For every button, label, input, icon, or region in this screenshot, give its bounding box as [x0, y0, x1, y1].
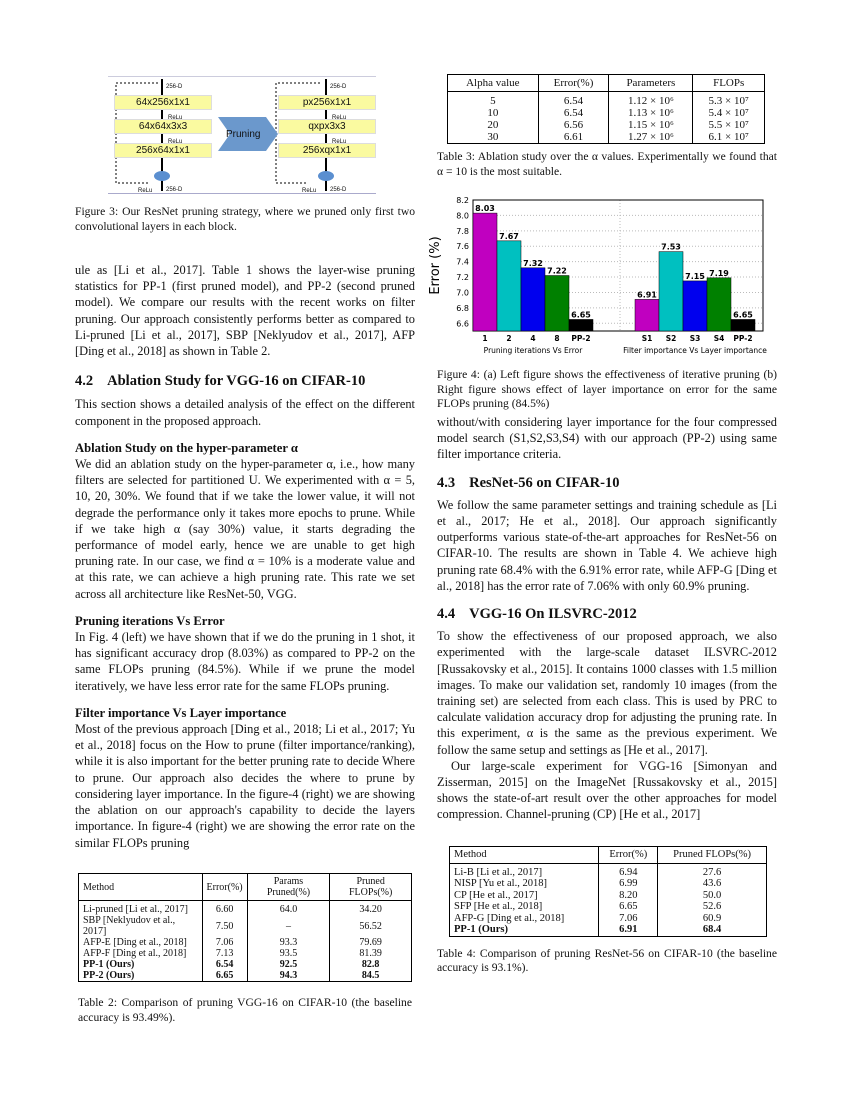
x-tick-label: S4	[713, 334, 725, 343]
table-cell: 5	[448, 92, 539, 108]
table-cell: Li-B [Li et al., 2017]	[450, 863, 599, 878]
column-header: Method	[450, 847, 599, 864]
table-cell: 6.65	[202, 970, 247, 982]
paragraph: Most of the previous approach [Ding et al., 2018; Li et al., 2017; Yu et al., 2018] focus on the How to prune (filter importance/ranking), while it is also important for the better pruning rate to decide Where to prune. Our approach also decides the where to prune by considering layer importance. In the figure-4 (right) we are showing the ablation on our approach's capability to decide the layers importance. In figure-4 (right) we are showing the error rate on the similar FLOPs pruning	[75, 722, 415, 850]
y-tick-label: 7.4	[456, 257, 469, 267]
dim-label: 256-D	[330, 84, 347, 90]
x-axis-label: Pruning iterations Vs Error	[483, 346, 583, 355]
table-cell: 30	[448, 131, 539, 144]
table-cell: 43.6	[702, 878, 722, 889]
bar	[659, 252, 683, 331]
table-cell: PP-1 (Ours)	[79, 959, 203, 970]
bar	[545, 276, 569, 331]
paragraph: ule as [Li et al., 2017]. Table 1 shows the layer-wise pruning statistics for PP-1 (first pruned model), and PP-2 (second pruned model). We compare our results with the recent works on filter pruning. Our approach consistently performs better as compared to Li-pruned [Li et al., 2017], SBP [Neklyudov et al., 2017], AFP [Ding et al., 2018] as shown in Table 2.	[75, 263, 415, 359]
bar-value-label: 8.03	[475, 204, 495, 214]
y-tick-label: 8.2	[456, 196, 469, 205]
table-cell: 34.20	[359, 904, 382, 915]
relu-label: ReLu	[168, 115, 183, 121]
bar	[731, 319, 755, 331]
table-cell: 68.4	[702, 924, 722, 935]
relu-label: ReLu	[302, 188, 317, 194]
dim-label: 256-D	[166, 187, 183, 193]
x-tick-label: 4	[530, 334, 536, 343]
table-cell: 5.5 × 10⁷	[708, 119, 749, 131]
x-tick-label: S1	[641, 334, 653, 343]
x-tick-label: 1	[482, 334, 488, 343]
table-cell: PP-1 (Ours)	[450, 924, 599, 936]
table-cell: 1.15 × 10⁶	[609, 119, 693, 131]
table-cell: Li-pruned [Li et al., 2017]	[79, 901, 203, 916]
figure-4-chart	[425, 190, 775, 360]
table-cell: 10	[448, 107, 539, 119]
bar-value-label: 7.15	[685, 271, 705, 281]
bar-value-label: 7.19	[709, 268, 729, 278]
table-cell: 6.54	[202, 959, 247, 970]
figure-3-caption: Figure 3: Our ResNet pruning strategy, where we pruned only first two convolutional layers in each block.	[75, 205, 415, 233]
column-header: Method	[79, 874, 203, 901]
subheading: Filter importance Vs Layer importance	[75, 705, 287, 720]
table-cell: 84.5	[361, 970, 380, 981]
table-cell: 1.13 × 10⁶	[609, 107, 693, 119]
table-4-caption: Table 4: Comparison of pruning ResNet-56 on CIFAR-10 (the baseline accuracy is 93.1%).	[437, 946, 777, 974]
table-cell: PP-2 (Ours)	[79, 970, 203, 982]
table-row	[79, 959, 412, 970]
table-cell: 79.69	[359, 937, 382, 948]
table-row	[79, 915, 412, 937]
subheading: Pruning iterations Vs Error	[75, 613, 225, 628]
table-cell: 6.60	[202, 901, 247, 916]
x-axis-label: Filter importance Vs Layer importance	[623, 346, 767, 355]
table-row	[450, 863, 767, 878]
column-header: Error(%)	[599, 847, 658, 864]
bar-value-label: 7.67	[499, 231, 519, 241]
paragraph: We follow the same parameter settings and training schedule as [Li et al., 2017; He et al., 2018]. Our approach significantly outperforms various state-of-the-art approaches for ResNet-56 on CIFAR-10. The results are shown in Table 4. We achieve high pruning rate 68.4% with the 6.91% error rate, while AFP-G [Ding et al., 2018] has the error rate of 7.06% with only 60.9% pruning.	[437, 497, 777, 593]
table-cell: 93.3	[247, 937, 330, 948]
pruning-label: Pruning	[226, 129, 261, 140]
y-tick-label: 7.0	[456, 288, 469, 298]
table-row	[450, 901, 767, 913]
paragraph: Our large-scale experiment for VGG-16 [Simonyan and Zisserman, 2015] on the ImageNet [Russakovsky et al., 2015] shows the state-of-art result over the other approaches for model compression. Channel-pruning (CP) [He et al., 2017]	[437, 758, 777, 822]
table-cell: 7.06	[599, 913, 658, 925]
bar	[569, 319, 593, 331]
table-cell: 5.4 × 10⁷	[708, 107, 749, 119]
section-heading: 4.3 ResNet-56 on CIFAR-10	[437, 474, 620, 491]
figure-4-caption: Figure 4: (a) Left figure shows the effectiveness of iterative pruning (b) Right figure shows effect of layer importance on error for the same FLOPs pruning (84.5%)	[437, 368, 777, 410]
relu-label: ReLu	[168, 139, 183, 145]
y-tick-label: 7.2	[456, 273, 469, 283]
table-cell: 81.39	[359, 948, 382, 959]
paragraph: To show the effectiveness of our proposed approach, we also experimented with the large-scale dataset ILSVRC-2012 [Russakovsky et al., 2015]. It contains 1000 classes with 1.5 million images. To make our validation set, randomly 10 images (from the training set) are selected from each class. This is used by PRC to calculate validation accuracy drop for adjusting the pruning rate. In this experiment, α is the same as the previous experiment. We follow the same setup and settings as [He et al., 2017].	[437, 629, 777, 757]
column-header: Pruned FLOPs(%)	[658, 847, 767, 864]
table-cell: 93.5	[247, 948, 330, 959]
x-tick-label: S2	[665, 334, 677, 343]
table-cell: 6.56	[538, 119, 609, 131]
column-header: Error(%)	[538, 75, 609, 92]
bar-value-label: 7.22	[547, 266, 567, 276]
table-cell: 64.0	[247, 901, 330, 916]
left-block-1: 64x256x1x1	[114, 95, 212, 110]
table-cell: 6.54	[538, 107, 609, 119]
subheading: Ablation Study on the hyper-parameter α	[75, 440, 298, 455]
section-heading: 4.2 Ablation Study for VGG-16 on CIFAR-10	[75, 373, 366, 390]
table-cell: 50.0	[702, 889, 722, 901]
table-cell: 6.54	[538, 92, 609, 108]
table-row	[448, 107, 765, 119]
paragraph: In Fig. 4 (left) we have shown that if we do the pruning in 1 shot, it has significant accuracy drop (8.03%) as compared to PP-2 on the same FLOPs pruning (84.5%). While if we prune the model iteratively, we have less error rate for the same FLOPs pruning.	[75, 630, 415, 693]
bar-value-label: 6.65	[733, 310, 753, 320]
table-row	[79, 970, 412, 982]
table-cell: AFP-E [Ding et al., 2018]	[79, 937, 203, 948]
table-header-row	[450, 847, 767, 864]
column-header: Error(%)	[202, 874, 247, 901]
dim-label: 256-D	[330, 187, 347, 193]
table-cell: 8.20	[599, 890, 658, 902]
table-cell: 7.06	[202, 937, 247, 948]
table-cell: 92.5	[247, 959, 330, 970]
column-header: Alpha value	[448, 75, 539, 92]
table-4	[437, 846, 777, 976]
y-tick-label: 6.8	[456, 303, 469, 313]
table-cell: 82.8	[361, 959, 380, 970]
table-header-row	[79, 874, 412, 901]
table-cell: SBP [Neklyudov et al., 2017]	[79, 915, 203, 937]
x-tick-label: S3	[689, 334, 701, 343]
x-tick-label: 8	[554, 334, 560, 343]
table-cell: 7.13	[202, 948, 247, 959]
column-header: Parameters	[609, 75, 693, 92]
right-block-1: px256x1x1	[278, 95, 376, 110]
bar-value-label: 7.32	[523, 258, 543, 268]
relu-label: ReLu	[138, 188, 153, 194]
right-block-2: qxpx3x3	[278, 119, 376, 134]
table-cell: 7.50	[202, 915, 247, 937]
table-2-caption: Table 2: Comparison of pruning VGG-16 on CIFAR-10 (the baseline accuracy is 93.49%).	[78, 996, 412, 1024]
paragraph: We did an ablation study on the hyper-parameter α, i.e., how many filters are selected for partitioned U. We experimented with α = 5, 10, 20, 30%. We found that if we take the lower value, it will not degrade the performance only it takes more epochs to prune. While if we take high α (say 30%) value, it starts degrading the performance of model early, hence we are unable to get high pruning rate. In our case, we find α = 10% is a moderate value and at this rate, we can achieve a high pruning rate. This rate we set across all architecture like ResNet-50, VGG.	[75, 457, 415, 601]
bar	[473, 213, 497, 331]
paragraph: This section shows a detailed analysis of the effect on the different component in the proposed approach.	[75, 397, 415, 428]
y-axis-label: Error (%)	[428, 236, 443, 295]
table-row	[450, 913, 767, 925]
dim-label: 256-D	[166, 84, 183, 90]
column-header: Params Pruned(%)	[247, 874, 330, 901]
bar	[683, 281, 707, 331]
section-heading: 4.4 VGG-16 On ILSVRC-2012	[437, 606, 637, 623]
bar-value-label: 6.91	[637, 290, 657, 300]
table-cell: 5.3 × 10⁷	[708, 95, 749, 107]
relu-label: ReLu	[332, 139, 347, 145]
figure-3-diagram	[108, 76, 376, 194]
y-tick-label: 7.8	[456, 226, 469, 236]
table-row	[450, 878, 767, 890]
table-cell: 6.65	[599, 901, 658, 913]
table-cell: 1.12 × 10⁶	[609, 92, 693, 108]
table-row	[79, 937, 412, 948]
table-cell: 6.1 × 10⁷	[708, 131, 749, 143]
table-row	[79, 948, 412, 959]
right-block-3: 256xqx1x1	[278, 143, 376, 158]
table-header-row	[448, 75, 765, 92]
right-column	[437, 414, 777, 823]
y-tick-label: 8.0	[456, 211, 469, 221]
bar	[635, 299, 659, 331]
table-3-caption: Table 3: Ablation study over the α values. Experimentally we found that α = 10 is the most suitable.	[437, 150, 777, 178]
table-cell: NISP [Yu et al., 2018]	[450, 878, 599, 890]
table-cell: SFP [He et al., 2018]	[450, 901, 599, 913]
x-tick-label: PP-2	[571, 334, 591, 343]
table-row	[450, 924, 767, 936]
table-row	[450, 890, 767, 902]
table-cell: 94.3	[247, 970, 330, 982]
table-cell: AFP-F [Ding et al., 2018]	[79, 948, 203, 959]
bar-value-label: 6.65	[571, 310, 591, 320]
x-tick-label: 2	[506, 334, 512, 343]
left-block-2: 64x64x3x3	[114, 119, 212, 134]
bar-value-label: 7.53	[661, 242, 681, 252]
table-row	[448, 92, 765, 108]
table-cell: 6.94	[599, 863, 658, 878]
table-cell: AFP-G [Ding et al., 2018]	[450, 913, 599, 925]
y-tick-label: 6.6	[456, 319, 469, 329]
table-3	[447, 74, 765, 144]
table-cell: CP [He et al., 2017]	[450, 890, 599, 902]
bar	[707, 278, 731, 331]
table-cell: 6.61	[538, 131, 609, 144]
bar	[497, 241, 521, 331]
column-header: Pruned FLOPs(%)	[330, 874, 412, 901]
column-header: FLOPs	[693, 75, 765, 92]
relu-label: ReLu	[332, 115, 347, 121]
table-cell: 60.9	[702, 912, 722, 924]
left-block-3: 256x64x1x1	[114, 143, 212, 158]
bar	[521, 268, 545, 331]
table-row	[448, 131, 765, 144]
table-cell: 27.6	[702, 866, 722, 878]
table-cell: 56.52	[359, 920, 382, 932]
table-cell: 1.27 × 10⁶	[609, 131, 693, 144]
y-tick-label: 7.6	[456, 242, 469, 252]
table-cell: 6.91	[599, 924, 658, 936]
paragraph: without/with considering layer importance for the four compressed model search (S1,S2,S3,S4) with our approach (PP-2) using same filter importance criteria.	[437, 415, 777, 462]
left-column	[75, 262, 415, 851]
x-tick-label: PP-2	[733, 334, 753, 343]
table-row	[448, 119, 765, 131]
table-cell: –	[247, 915, 330, 937]
table-cell: 6.99	[599, 878, 658, 890]
table-cell: 52.6	[702, 901, 722, 912]
table-row	[79, 901, 412, 916]
table-2	[78, 873, 412, 1025]
table-cell: 20	[448, 119, 539, 131]
